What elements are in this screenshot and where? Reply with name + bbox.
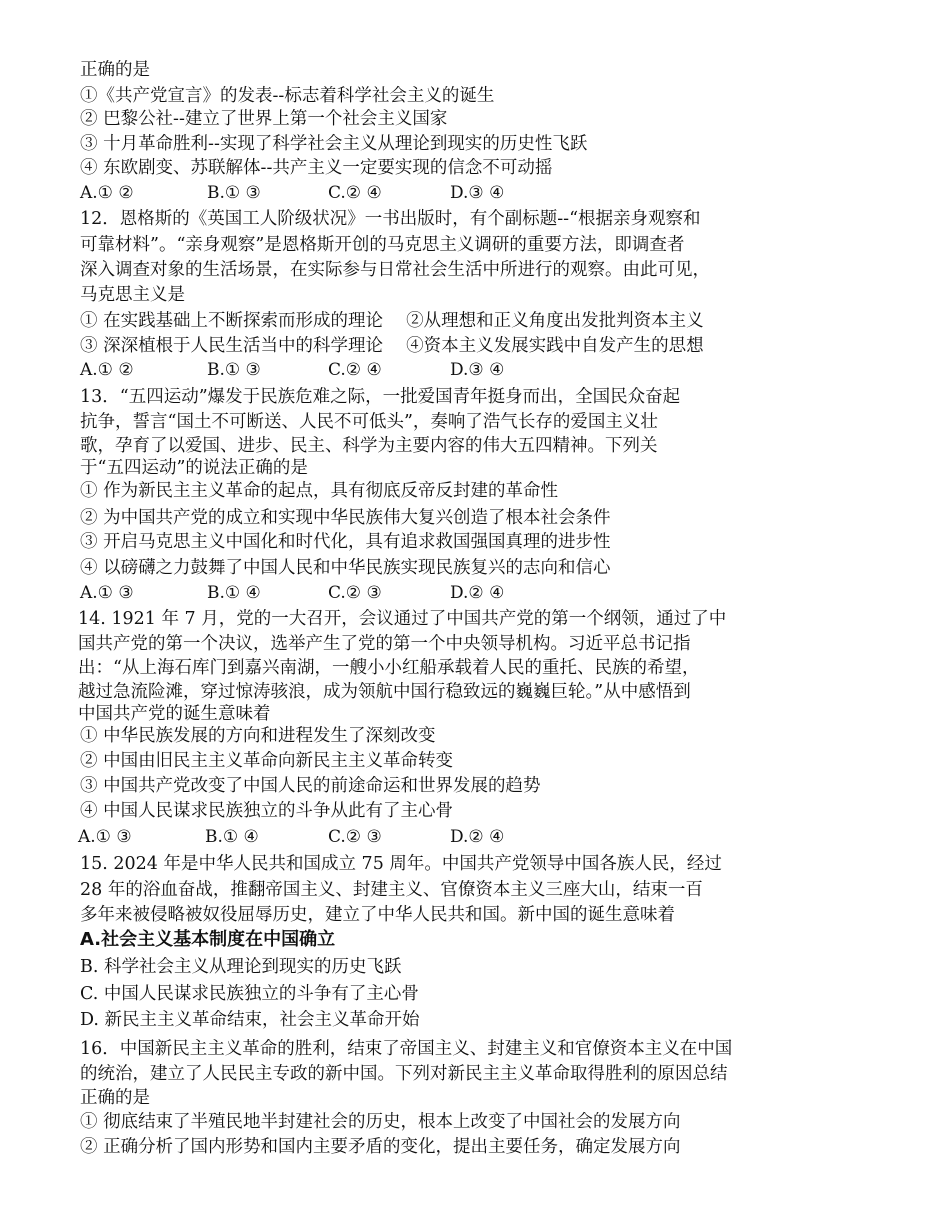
q13-option-c[interactable]: C.② ③ <box>328 583 382 603</box>
q11-option-d[interactable]: D.③ ④ <box>450 183 505 203</box>
q13-option-b[interactable]: B.① ④ <box>207 583 261 603</box>
q14-stem-line-5: 中国共产党的诞生意味着 <box>78 704 271 724</box>
q11-option-c[interactable]: C.② ④ <box>328 183 382 203</box>
q14-item-1: ① 中华民族发展的方向和进程发生了深刻改变 <box>80 726 436 746</box>
q12-option-a[interactable]: A.① ② <box>80 360 134 380</box>
q14-item-4: ④ 中国人民谋求民族独立的斗争从此有了主心骨 <box>80 801 454 821</box>
q14-stem-line-4: 越过急流险滩，穿过惊涛骇浪，成为领航中国行稳致远的巍巍巨轮。”从中感悟到 <box>78 682 691 702</box>
q12-stem-line-4: 马克思主义是 <box>80 285 185 305</box>
q12-option-d[interactable]: D.③ ④ <box>450 360 505 380</box>
q14-item-3: ③ 中国共产党改变了中国人民的前途命运和世界发展的趋势 <box>80 776 541 796</box>
q14-option-d[interactable]: D.② ④ <box>450 827 505 847</box>
q11-option-a[interactable]: A.① ② <box>80 183 134 203</box>
q11-item-2: ② 巴黎公社--建立了世界上第一个社会主义国家 <box>80 109 448 129</box>
q13-item-3: ③ 开启马克思主义中国化和时代化，具有追求救国强国真理的进步性 <box>80 532 611 552</box>
q15-stem-line-3: 多年来被侵略被奴役屈辱历史，建立了中华人民共和国。新中国的诞生意味着 <box>80 905 675 925</box>
q13-stem-line-3: 歌，孕育了以爱国、进步、民主、科学为主要内容的伟大五四精神。下列关 <box>80 436 658 456</box>
q12-stem-line-1: 12．恩格斯的《英国工人阶级状况》一书出版时，有个副标题--“根据亲身观察和 <box>80 209 701 229</box>
q11-options <box>80 181 680 205</box>
q13-item-4: ④ 以磅礴之力鼓舞了中国人民和中华民族实现民族复兴的志向和信心 <box>80 558 611 578</box>
q13-option-d[interactable]: D.② ④ <box>450 583 505 603</box>
q15-option-d[interactable]: D. 新民主主义革命结束，社会主义革命开始 <box>80 1010 420 1030</box>
q12-item-row-1: ① 在实践基础上不断探索而形成的理论 ②从理想和正义角度出发批判资本主义 <box>80 311 704 331</box>
q14-item-2: ② 中国由旧民主主义革命向新民主主义革命转变 <box>80 751 454 771</box>
q13-option-a[interactable]: A.① ③ <box>80 583 134 603</box>
q12-options <box>80 358 680 382</box>
q14-option-a[interactable]: A.① ③ <box>78 827 132 847</box>
q11-item-1: ①《共产党宣言》的发表--标志着科学社会主义的诞生 <box>80 86 495 106</box>
q14-options <box>78 825 678 849</box>
q15-stem-line-1: 15. 2024 年是中华人民共和国成立 75 周年。中国共产党领导中国各族人民，经过 <box>80 854 722 874</box>
q15-option-b[interactable]: B. 科学社会主义从理论到现实的历史飞跃 <box>80 957 402 977</box>
q12-stem-line-3: 深入调查对象的生活场景，在实际参与日常社会生活中所进行的观察。由此可见， <box>80 260 710 280</box>
q12-item-row-2: ③ 深深植根于人民生活当中的科学理论 ④资本主义发展实践中自发产生的思想 <box>80 336 704 356</box>
q14-stem-line-1: 14. 1921 年 7 月，党的一大召开，会议通过了中国共产党的第一个纲领，通过了中 <box>78 609 727 629</box>
q11-item-4: ④ 东欧剧变、苏联解体--共产主义一定要实现的信念不可动摇 <box>80 158 553 178</box>
q12-stem-line-2: 可靠材料”。“亲身观察”是恩格斯开创的马克思主义调研的重要方法，即调查者 <box>80 235 685 255</box>
q15-option-a[interactable]: A.社会主义基本制度在中国确立 <box>80 929 336 950</box>
q11-stem-tail: 正确的是 <box>80 60 150 80</box>
q13-stem-line-4: 于“五四运动”的说法正确的是 <box>80 458 308 478</box>
q11-option-b[interactable]: B.① ③ <box>207 183 261 203</box>
q13-stem-line-2: 抗争，誓言“国土不可断送、人民不可低头”，奏响了浩气长存的爱国主义壮 <box>80 412 658 432</box>
q16-stem-line-3: 正确的是 <box>80 1088 150 1108</box>
q14-option-b[interactable]: B.① ④ <box>205 827 259 847</box>
q16-stem-line-1: 16．中国新民主主义革命的胜利，结束了帝国主义、封建主义和官僚资本主义在中国 <box>80 1039 733 1059</box>
q13-item-2: ② 为中国共产党的成立和实现中华民族伟大复兴创造了根本社会条件 <box>80 508 611 528</box>
q14-stem-line-3: 出：“从上海石库门到嘉兴南湖，一艘小小红船承载着人民的重托、民族的希望， <box>78 658 700 678</box>
q16-item-1: ① 彻底结束了半殖民地半封建社会的历史，根本上改变了中国社会的发展方向 <box>80 1112 681 1132</box>
q14-option-c[interactable]: C.② ③ <box>328 827 382 847</box>
q16-stem-line-2: 的统治，建立了人民民主专政的新中国。下列对新民主主义革命取得胜利的原因总结 <box>80 1064 728 1084</box>
q15-option-c[interactable]: C. 中国人民谋求民族独立的斗争有了主心骨 <box>80 984 419 1004</box>
q14-stem-line-2: 国共产党的第一个决议，选举产生了党的第一个中央领导机构。习近平总书记指 <box>78 634 691 654</box>
q13-item-1: ① 作为新民主主义革命的起点，具有彻底反帝反封建的革命性 <box>80 481 559 501</box>
q16-item-2: ② 正确分析了国内形势和国内主要矛盾的变化，提出主要任务，确定发展方向 <box>80 1137 681 1157</box>
q15-stem-line-2: 28 年的浴血奋战，推翻帝国主义、封建主义、官僚资本主义三座大山，结束一百 <box>80 880 703 900</box>
q13-options <box>80 581 680 605</box>
q12-option-b[interactable]: B.① ③ <box>207 360 261 380</box>
q13-stem-line-1: 13．“五四运动”爆发于民族危难之际，一批爱国青年挺身而出，全国民众奋起 <box>80 387 681 407</box>
q12-option-c[interactable]: C.② ④ <box>328 360 382 380</box>
q11-item-3: ③ 十月革命胜利--实现了科学社会主义从理论到现实的历史性飞跃 <box>80 134 588 154</box>
